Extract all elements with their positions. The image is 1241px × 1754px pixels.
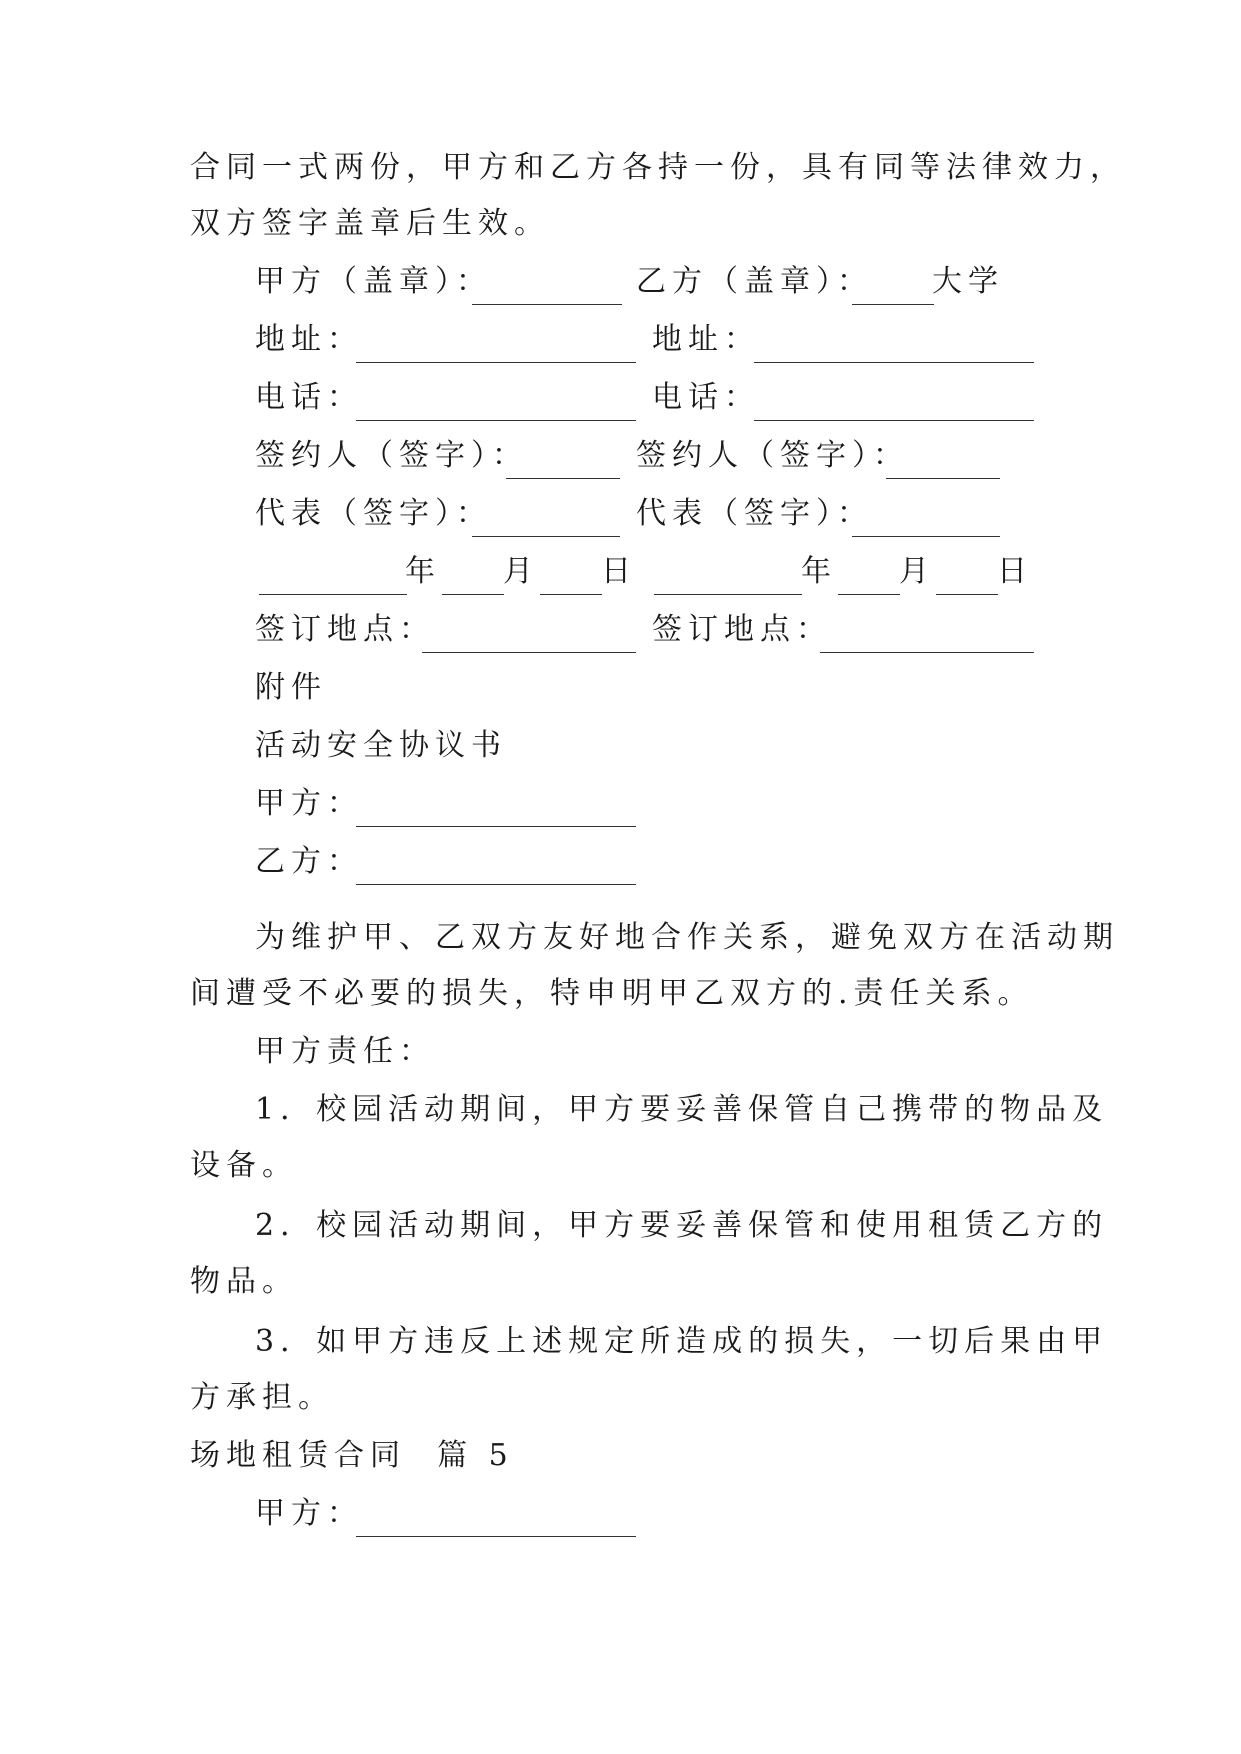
party-a-seal-label: 甲方（盖章）： [255,264,492,299]
party-a-seal-blank [472,274,622,305]
attachment-label: 附件 [255,670,327,705]
phone-b-label: 电话： [652,380,760,415]
list-item-cont: 设备。 [190,1148,298,1183]
address-a-blank [356,332,636,363]
paragraph-line: 合同一式两份，甲方和乙方各持一份，具有同等法律效力， [190,150,1126,185]
rep-a-label: 代表（签字）： [255,496,492,531]
phone-a-blank [356,390,636,421]
phone-b-blank [754,390,1034,421]
date-b-month-blank [838,564,900,595]
party-a-label: 甲方： [255,786,363,821]
date-a-day-label: 日 [601,554,637,589]
date-b-month-label: 月 [899,554,935,589]
party-b-label: 乙方： [255,844,363,879]
party-a-2-blank [356,1506,636,1537]
rep-a-blank [472,506,620,537]
place-b-label: 签订地点： [652,612,832,647]
paragraph-line: 双方签字盖章后生效。 [190,206,550,241]
paragraph-line: 间遭受不必要的损失，特申明甲乙双方的.责任关系。 [190,976,1034,1011]
place-a-blank [422,622,636,653]
agreement-title: 活动安全协议书 [255,728,507,763]
list-item-cont: 物品。 [190,1264,298,1299]
address-b-label: 地址： [652,322,760,357]
date-b-day-label: 日 [997,554,1033,589]
date-b-year-label: 年 [801,554,837,589]
rep-b-label: 代表（签字）： [636,496,873,531]
section-title: 场地租赁合同 篇 5 [190,1438,514,1473]
party-a-blank [356,796,636,827]
date-b-year-blank [654,564,802,595]
party-a-2-label: 甲方： [255,1496,363,1531]
date-a-year-label: 年 [405,554,441,589]
phone-a-label: 电话： [255,380,363,415]
address-a-label: 地址： [255,322,363,357]
signer-a-blank [506,448,620,479]
date-a-month-blank [442,564,504,595]
address-b-blank [754,332,1034,363]
list-item: 2．校园活动期间，甲方要妥善保管和使用租赁乙方的 [255,1208,1109,1243]
rep-b-blank [852,506,1000,537]
party-b-seal-blank [852,274,934,305]
list-item: 1．校园活动期间，甲方要妥善保管自己携带的物品及 [255,1092,1109,1127]
duties-heading: 甲方责任： [255,1034,435,1069]
paragraph-line: 为维护甲、乙双方友好地合作关系，避免双方在活动期 [255,920,1119,955]
party-b-seal-suffix: 大学 [932,264,1004,299]
signer-b-blank [886,448,1000,479]
date-b-day-blank [936,564,998,595]
party-b-seal-label: 乙方（盖章）： [636,264,873,299]
place-b-blank [820,622,1034,653]
list-item-cont: 方承担。 [190,1380,334,1415]
place-a-label: 签订地点： [255,612,435,647]
signer-b-label: 签约人（签字）： [636,438,909,473]
party-b-blank [356,854,636,885]
list-item: 3．如甲方违反上述规定所造成的损失，一切后果由甲 [255,1324,1109,1359]
signer-a-label: 签约人（签字）： [255,438,528,473]
date-a-year-blank [259,564,407,595]
date-a-month-label: 月 [503,554,539,589]
date-a-day-blank [540,564,602,595]
